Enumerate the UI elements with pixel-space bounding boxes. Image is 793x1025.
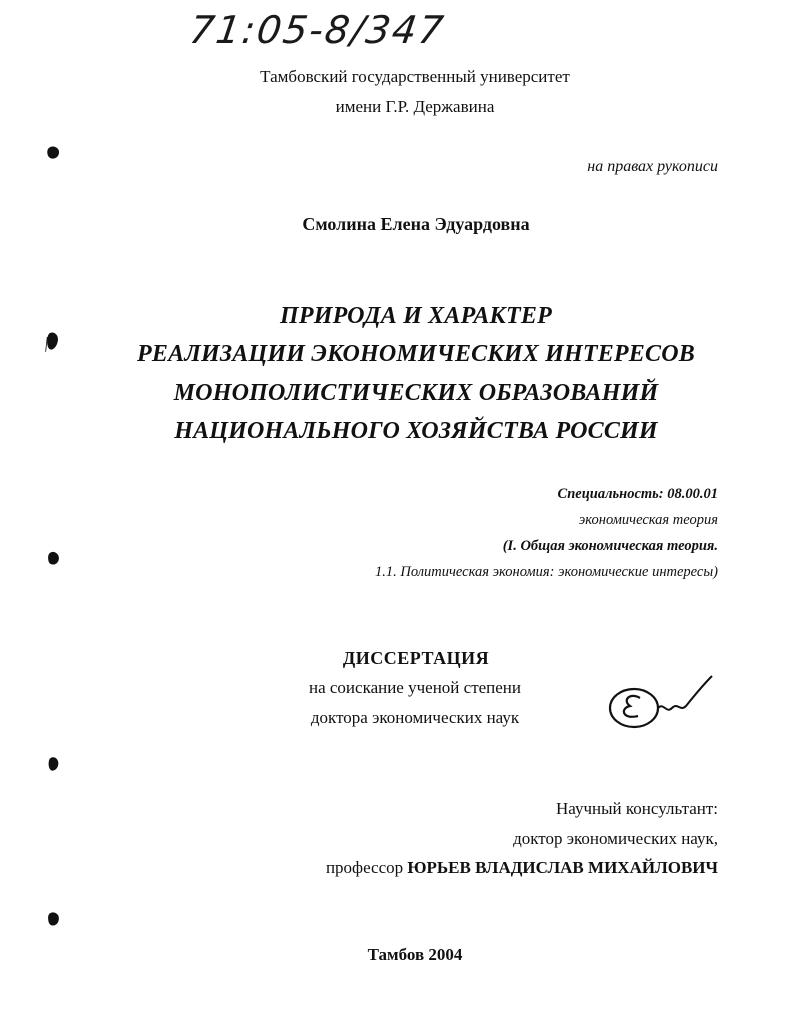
specialty-subsection: 1.1. Политическая экономия: экономические интересы) xyxy=(374,564,718,580)
title-line-3: МОНОПОЛИСТИЧЕСКИХ ОБРАЗОВАНИЙ xyxy=(173,380,659,406)
punch-hole-icon xyxy=(44,905,62,933)
advisor-line xyxy=(326,858,718,878)
advisor-degree: доктор экономических наук, xyxy=(513,829,718,848)
signature-mark xyxy=(606,672,716,738)
title-line-1: ПРИРОДА И ХАРАКТЕР xyxy=(280,303,552,329)
advisor-name: ЮРЬЕВ ВЛАДИСЛАВ МИХАЙЛОВИЧ xyxy=(407,858,718,877)
title-line-2: РЕАЛИЗАЦИИ ЭКОНОМИЧЕСКИХ ИНТЕРЕСОВ xyxy=(137,341,695,367)
university-named-after: имени Г.Р. Державина xyxy=(335,97,495,116)
punch-hole-icon xyxy=(44,750,62,780)
advisor-title: профессор xyxy=(325,858,404,877)
author-name: Смолина Елена Эдуардовна xyxy=(302,214,530,234)
dissertation-degree-line-2: доктора экономических наук xyxy=(310,708,520,727)
archive-code: 71:05-8/347 xyxy=(186,8,448,52)
title-line-4: НАЦИОНАЛЬНОГО ХОЗЯЙСТВА РОССИИ xyxy=(174,418,658,444)
punch-hole-icon xyxy=(44,326,62,358)
advisor-label: Научный консультант: xyxy=(556,799,718,818)
specialty-name: экономическая теория xyxy=(578,512,718,528)
specialty-section: (I. Общая экономическая теория. xyxy=(502,538,718,554)
punch-hole-icon xyxy=(44,545,62,571)
dissertation-degree-line-1: на соискание ученой степени xyxy=(308,678,522,697)
university-name: Тамбовский государственный университет xyxy=(260,67,570,86)
city-year: Тамбов 2004 xyxy=(367,945,463,964)
specialty-code: Специальность: 08.00.01 xyxy=(557,486,718,502)
manuscript-note: на правах рукописи xyxy=(587,158,718,175)
punch-hole-icon xyxy=(44,140,62,164)
dissertation-heading: ДИССЕРТАЦИЯ xyxy=(342,648,490,668)
